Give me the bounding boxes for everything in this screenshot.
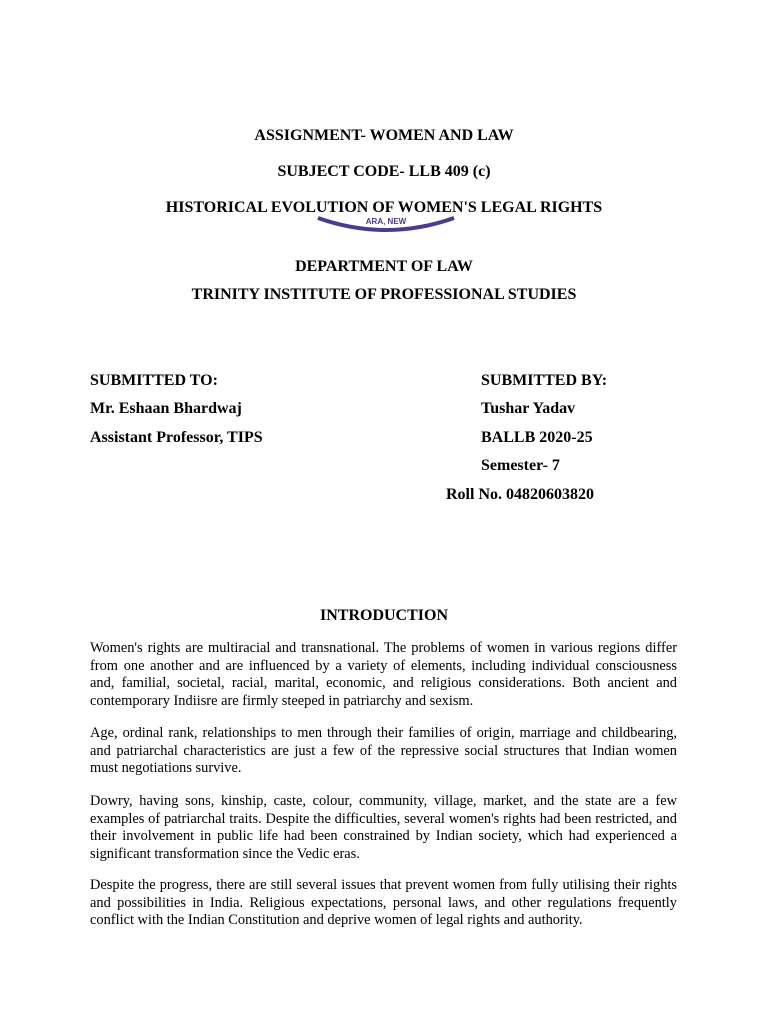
submitted-to-name: Mr. Eshaan Bhardwaj <box>90 400 242 417</box>
intro-paragraph: Women's rights are multiracial and transnational. The problems of women in various regions differ from one another and are influenced by a variety of elements, including individual consciousness and, familial, societal, racial, marital, economic, and religious considerations. Both ancient and contemporary Indiisre are firmly steeped in patriarchy and sexism. <box>90 640 677 709</box>
logo-fragment-text: ARA, NEW <box>365 217 407 226</box>
submitted-by-roll: Roll No. 04820603820 <box>446 486 594 503</box>
assignment-topic: HISTORICAL EVOLUTION OF WOMEN'S LEGAL RIGHTS <box>165 199 603 216</box>
intro-paragraph: Dowry, having sons, kinship, caste, colour, community, village, market, and the state are a few examples of patriarchal traits. Despite the difficulties, several women's rights had been restricted, and their involvement in public life had been constrained by Indian society, which had experienced a significant transformation since the Vedic eras. <box>90 793 677 862</box>
subject-code: SUBJECT CODE- LLB 409 (c) <box>277 163 491 180</box>
intro-paragraph: Age, ordinal rank, relationships to men through their families of origin, marriage and childbearing, and patriarchal characteristics are just a few of the repressive social structures that Indian women must negotiations survive. <box>90 725 677 776</box>
introduction-heading: INTRODUCTION <box>319 607 448 624</box>
intro-paragraph: Despite the progress, there are still several issues that prevent women from fully utilising their rights and possibilities in India. Religious expectations, personal laws, and other regulations frequently conflict with the Indian Constitution and deprive women of legal rights and authority. <box>90 877 677 928</box>
institute-name: TRINITY INSTITUTE OF PROFESSIONAL STUDIES <box>191 286 577 303</box>
submitted-to-designation: Assistant Professor, TIPS <box>90 429 263 446</box>
submitted-by-label: SUBMITTED BY: <box>481 372 608 389</box>
submitted-by-program: BALLB 2020-25 <box>481 429 593 446</box>
assignment-title: ASSIGNMENT- WOMEN AND LAW <box>254 127 514 144</box>
submitted-by-name: Tushar Yadav <box>481 400 576 417</box>
department-name: DEPARTMENT OF LAW <box>295 258 473 275</box>
submitted-by-semester: Semester- 7 <box>481 457 560 474</box>
submitted-to-label: SUBMITTED TO: <box>90 372 218 389</box>
